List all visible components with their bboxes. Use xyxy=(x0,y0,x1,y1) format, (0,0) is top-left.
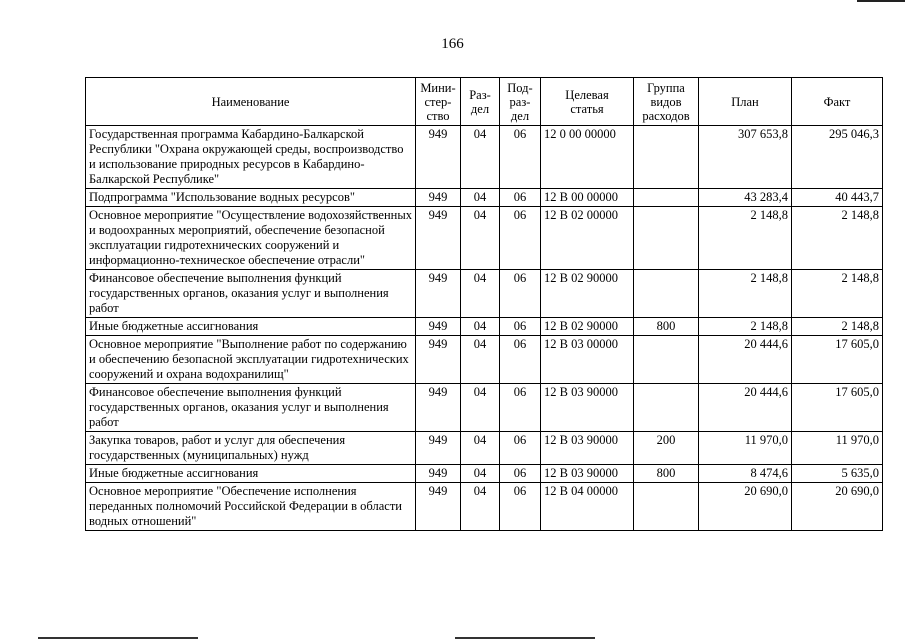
cell-ministry: 949 xyxy=(416,432,461,465)
header-section-text: Раз- дел xyxy=(469,87,491,116)
table-header-row xyxy=(86,78,883,126)
cell-fact: 11 970,0 xyxy=(792,432,883,465)
cell-group xyxy=(634,270,699,318)
cell-name: Иные бюджетные ассигнования xyxy=(86,318,416,336)
table-row xyxy=(86,465,883,483)
cell-ministry: 949 xyxy=(416,483,461,531)
cell-ministry: 949 xyxy=(416,189,461,207)
cell-name: Закупка товаров, работ и услуг для обеспечения государственных (муниципальных) нужд xyxy=(86,432,416,465)
cell-target: 12 В 03 90000 xyxy=(541,384,634,432)
cell-ministry: 949 xyxy=(416,207,461,270)
cell-plan: 8 474,6 xyxy=(699,465,792,483)
cell-target: 12 В 03 90000 xyxy=(541,432,634,465)
cell-group xyxy=(634,483,699,531)
cell-fact: 2 148,8 xyxy=(792,207,883,270)
cell-subsection: 06 xyxy=(500,189,541,207)
header-fact: Факт xyxy=(792,78,883,126)
cell-target: 12 В 02 90000 xyxy=(541,318,634,336)
cell-name: Основное мероприятие "Обеспечение исполнения переданных полномочий Российской Федерации в области водных отношений" xyxy=(86,483,416,531)
cell-subsection: 06 xyxy=(500,126,541,189)
cell-section: 04 xyxy=(461,126,500,189)
cell-name: Государственная программа Кабардино-Балкарской Республики "Охрана окружающей среды, воспроизводство и использование природных ресурсов в Кабардино-Балкарской Республике" xyxy=(86,126,416,189)
cell-plan: 11 970,0 xyxy=(699,432,792,465)
cell-group xyxy=(634,207,699,270)
cell-subsection: 06 xyxy=(500,270,541,318)
header-ministry-text: Мини- стер- ство xyxy=(420,80,456,123)
cell-section: 04 xyxy=(461,336,500,384)
cell-section: 04 xyxy=(461,318,500,336)
cell-group: 200 xyxy=(634,432,699,465)
cell-fact: 2 148,8 xyxy=(792,318,883,336)
header-name: Наименование xyxy=(86,78,416,126)
cell-ministry: 949 xyxy=(416,270,461,318)
header-target-text: Целевая статья xyxy=(565,87,609,116)
table-body xyxy=(86,126,883,531)
cell-group xyxy=(634,126,699,189)
cell-fact: 20 690,0 xyxy=(792,483,883,531)
cell-target: 12 В 03 90000 xyxy=(541,465,634,483)
cell-section: 04 xyxy=(461,189,500,207)
header-group-text: Группа видов расходов xyxy=(642,80,690,123)
cell-plan: 2 148,8 xyxy=(699,207,792,270)
cell-target: 12 В 02 00000 xyxy=(541,207,634,270)
cell-plan: 20 444,6 xyxy=(699,384,792,432)
table-row xyxy=(86,126,883,189)
cell-plan: 43 283,4 xyxy=(699,189,792,207)
cell-name: Основное мероприятие "Осуществление водохозяйственных и водоохранных мероприятий, обеспечение безопасной эксплуатации гидротехнических сооружений и информационно-техническое обеспечение отрасли" xyxy=(86,207,416,270)
cell-section: 04 xyxy=(461,270,500,318)
cell-fact: 40 443,7 xyxy=(792,189,883,207)
bottom-scan-mark-right xyxy=(455,637,595,639)
table-row xyxy=(86,189,883,207)
header-target xyxy=(541,78,634,126)
table-row xyxy=(86,384,883,432)
cell-section: 04 xyxy=(461,207,500,270)
header-ministry xyxy=(416,78,461,126)
cell-name: Иные бюджетные ассигнования xyxy=(86,465,416,483)
table-row xyxy=(86,432,883,465)
cell-group xyxy=(634,336,699,384)
budget-table xyxy=(85,77,883,531)
cell-ministry: 949 xyxy=(416,384,461,432)
cell-section: 04 xyxy=(461,465,500,483)
cell-subsection: 06 xyxy=(500,336,541,384)
cell-subsection: 06 xyxy=(500,432,541,465)
cell-subsection: 06 xyxy=(500,483,541,531)
cell-group: 800 xyxy=(634,318,699,336)
cell-fact: 17 605,0 xyxy=(792,336,883,384)
table-row xyxy=(86,483,883,531)
cell-fact: 17 605,0 xyxy=(792,384,883,432)
table-row xyxy=(86,207,883,270)
cell-ministry: 949 xyxy=(416,126,461,189)
cell-plan: 307 653,8 xyxy=(699,126,792,189)
cell-ministry: 949 xyxy=(416,465,461,483)
cell-fact: 5 635,0 xyxy=(792,465,883,483)
cell-target: 12 0 00 00000 xyxy=(541,126,634,189)
header-subsection-text: Под- раз- дел xyxy=(507,80,533,123)
cell-plan: 2 148,8 xyxy=(699,270,792,318)
header-section xyxy=(461,78,500,126)
cell-name: Финансовое обеспечение выполнения функций государственных органов, оказания услуг и выполнения работ xyxy=(86,270,416,318)
cell-group: 800 xyxy=(634,465,699,483)
cell-subsection: 06 xyxy=(500,384,541,432)
page-number: 166 xyxy=(441,36,464,52)
cell-ministry: 949 xyxy=(416,318,461,336)
table-row xyxy=(86,270,883,318)
cell-name: Финансовое обеспечение выполнения функций государственных органов, оказания услуг и выполнения работ xyxy=(86,384,416,432)
cell-section: 04 xyxy=(461,483,500,531)
cell-group xyxy=(634,189,699,207)
cell-subsection: 06 xyxy=(500,465,541,483)
cell-fact: 295 046,3 xyxy=(792,126,883,189)
header-group xyxy=(634,78,699,126)
cell-fact: 2 148,8 xyxy=(792,270,883,318)
cell-target: 12 В 02 90000 xyxy=(541,270,634,318)
cell-target: 12 В 04 00000 xyxy=(541,483,634,531)
cell-subsection: 06 xyxy=(500,318,541,336)
cell-target: 12 В 03 00000 xyxy=(541,336,634,384)
header-subsection xyxy=(500,78,541,126)
cell-section: 04 xyxy=(461,432,500,465)
cell-plan: 20 444,6 xyxy=(699,336,792,384)
table-row xyxy=(86,336,883,384)
cell-section: 04 xyxy=(461,384,500,432)
cell-subsection: 06 xyxy=(500,207,541,270)
cell-ministry: 949 xyxy=(416,336,461,384)
cell-name: Основное мероприятие "Выполнение работ по содержанию и обеспечению безопасной эксплуатации гидротехнических сооружений и охрана водохранилищ" xyxy=(86,336,416,384)
corner-scan-mark xyxy=(857,0,905,2)
bottom-scan-mark-left xyxy=(38,637,198,639)
cell-target: 12 В 00 00000 xyxy=(541,189,634,207)
cell-plan: 20 690,0 xyxy=(699,483,792,531)
cell-plan: 2 148,8 xyxy=(699,318,792,336)
cell-group xyxy=(634,384,699,432)
table-row xyxy=(86,318,883,336)
cell-name: Подпрограмма "Использование водных ресурсов" xyxy=(86,189,416,207)
header-plan: План xyxy=(699,78,792,126)
